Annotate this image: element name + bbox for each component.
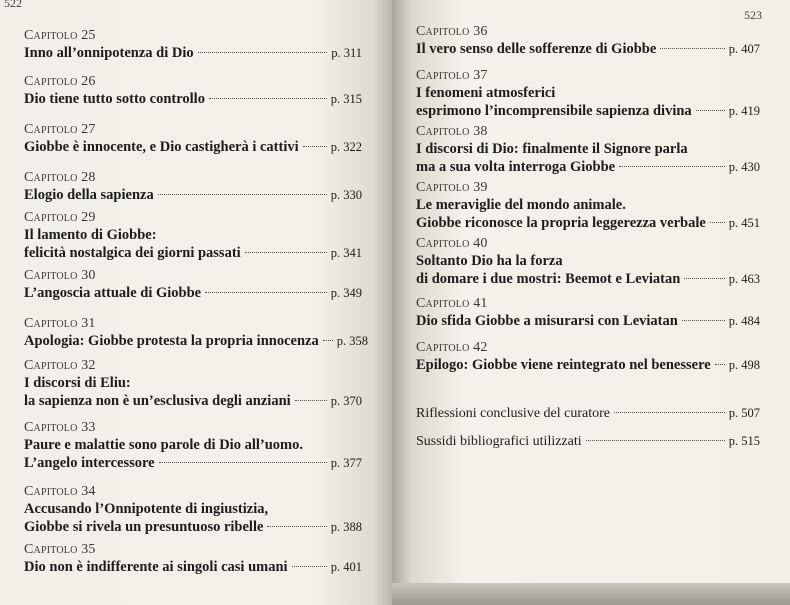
chapter-label: Capitolo 35 (24, 542, 96, 557)
chapter-title: I discorsi di Dio: finalmente il Signore parla (416, 141, 688, 157)
toc-entry (416, 124, 760, 176)
chapter-title-row (416, 158, 760, 176)
dot-leader (198, 52, 328, 53)
toc-entry (24, 170, 362, 204)
toc-entry (416, 180, 760, 232)
chapter-title-row (24, 284, 362, 302)
chapter-label: Capitolo 38 (416, 124, 488, 139)
chapter-label: Capitolo 42 (416, 340, 488, 355)
chapter-label: Capitolo 36 (416, 24, 488, 39)
page-reference: p. 341 (330, 246, 362, 260)
chapter-title: Paure e malattie sono parole di Dio all’uomo. (24, 437, 303, 453)
chapter-title: I fenomeni atmosferici (416, 85, 556, 101)
chapter-title: Elogio della sapienza (24, 187, 154, 203)
dot-leader (682, 320, 725, 321)
chapter-title: ma a sua volta interroga Giobbe (416, 159, 616, 175)
toc-entry (24, 28, 362, 62)
dot-leader (696, 110, 725, 111)
chapter-title: Giobbe si rivela un presuntuoso ribelle (24, 519, 264, 535)
page-reference: p. 430 (728, 160, 760, 174)
page-reference: p. 419 (728, 104, 760, 118)
page-reference: p. 407 (728, 42, 760, 56)
closing-title: Sussidi bibliografici utilizzati (416, 434, 582, 449)
page-reference: p. 515 (728, 434, 760, 448)
chapter-title: L’angoscia attuale di Giobbe (24, 285, 202, 301)
chapter-label: Capitolo 37 (416, 68, 488, 83)
chapter-title: I discorsi di Eliu: (24, 375, 131, 391)
chapter-title: Dio sfida Giobbe a misurarsi con Leviatan (416, 313, 678, 329)
page-reference: p. 507 (728, 406, 760, 420)
right-page (392, 0, 790, 605)
page-reference: p. 330 (330, 188, 362, 202)
page-reference: p. 358 (336, 334, 368, 348)
chapter-title-row (416, 40, 760, 58)
page-reference: p. 311 (331, 46, 362, 60)
toc-entry (24, 210, 362, 262)
chapter-title: Dio non è indifferente ai singoli casi umani (24, 559, 288, 575)
chapter-title: di domare i due mostri: Beemot e Leviatan (416, 271, 681, 287)
chapter-title-row (24, 518, 362, 536)
chapter-title-row (24, 44, 362, 62)
book-edge (392, 583, 790, 605)
toc-right (416, 0, 760, 605)
toc-entry (24, 484, 362, 536)
toc-entry (416, 236, 760, 288)
dot-leader (323, 340, 333, 341)
dot-leader (159, 462, 327, 463)
chapter-title: Giobbe è innocente, e Dio castigherà i cattivi (24, 139, 299, 155)
chapter-title-row (24, 454, 362, 472)
left-page (0, 0, 392, 605)
page-reference: p. 463 (728, 272, 760, 286)
dot-leader (292, 566, 327, 567)
dot-leader (684, 278, 724, 279)
toc-entry (24, 542, 362, 576)
chapter-title: Le meraviglie del mondo animale. (416, 197, 626, 213)
chapter-title-row (24, 138, 362, 156)
chapter-title: Dio tiene tutto sotto controllo (24, 91, 205, 107)
closing-title: Riflessioni conclusive del curatore (416, 406, 610, 421)
dot-leader (614, 412, 725, 413)
chapter-title: Il vero senso delle sofferenze di Giobbe (416, 41, 657, 57)
chapter-title: L’angelo intercessore (24, 455, 155, 471)
chapter-title-row (416, 102, 760, 120)
chapter-label: Capitolo 27 (24, 122, 96, 137)
toc-entry (416, 340, 760, 374)
chapter-title: Giobbe riconosce la propria leggerezza verbale (416, 215, 706, 231)
toc-entry (24, 420, 362, 472)
chapter-label: Capitolo 29 (24, 210, 96, 225)
dot-leader (619, 166, 725, 167)
page-reference: p. 377 (330, 456, 362, 470)
chapter-label: Capitolo 41 (416, 296, 488, 311)
chapter-label: Capitolo 40 (416, 236, 488, 251)
dot-leader (586, 440, 725, 441)
chapter-label: Capitolo 31 (24, 316, 96, 331)
toc-entry (416, 24, 760, 58)
page-reference: p. 401 (330, 560, 362, 574)
closing-entry (416, 404, 760, 423)
chapter-title-row (416, 312, 760, 330)
page-number-right: 523 (744, 8, 762, 22)
chapter-title-row (24, 392, 362, 410)
page-reference: p. 484 (728, 314, 760, 328)
toc-entry (24, 74, 362, 108)
chapter-title-row (24, 244, 362, 262)
chapter-title: esprimono l’incomprensibile sapienza divina (416, 103, 692, 119)
chapter-title-row (24, 332, 368, 350)
chapter-label: Capitolo 26 (24, 74, 96, 89)
chapter-title: la sapienza non è un’esclusiva degli anziani (24, 393, 291, 409)
chapter-label: Capitolo 32 (24, 358, 96, 373)
chapter-label: Capitolo 30 (24, 268, 96, 283)
chapter-title-row (24, 186, 362, 204)
toc-entry (24, 358, 362, 410)
chapter-label: Capitolo 34 (24, 484, 96, 499)
dot-leader (205, 292, 327, 293)
toc-entry (24, 122, 362, 156)
chapter-label: Capitolo 25 (24, 28, 96, 43)
page-reference: p. 315 (330, 92, 362, 106)
chapter-label: Capitolo 39 (416, 180, 488, 195)
chapter-label: Capitolo 33 (24, 420, 96, 435)
chapter-title: Soltanto Dio ha la forza (416, 253, 563, 269)
dot-leader (209, 98, 327, 99)
dot-leader (245, 252, 327, 253)
chapter-title: Il lamento di Giobbe: (24, 227, 157, 243)
dot-leader (158, 194, 327, 195)
chapter-title: Inno all’onnipotenza di Dio (24, 45, 194, 61)
chapter-title: Apologia: Giobbe protesta la propria innocenza (24, 333, 319, 349)
page-number-left: 522 (4, 0, 22, 10)
chapter-title-row (416, 270, 760, 288)
chapter-title-row (24, 90, 362, 108)
chapter-title: Epilogo: Giobbe viene reintegrato nel benessere (416, 357, 711, 373)
chapter-title-row (416, 356, 760, 374)
dot-leader (715, 364, 725, 365)
toc-entry (24, 268, 362, 302)
chapter-title: Accusando l’Onnipotente di ingiustizia, (24, 501, 269, 517)
chapter-title-row (24, 558, 362, 576)
chapter-title: felicità nostalgica dei giorni passati (24, 245, 241, 261)
page-reference: p. 388 (330, 520, 362, 534)
dot-leader (267, 526, 326, 527)
dot-leader (295, 400, 327, 401)
toc-left (24, 0, 368, 605)
dot-leader (303, 146, 327, 147)
page-reference: p. 370 (330, 394, 362, 408)
closing-entry (416, 432, 760, 451)
toc-entry (416, 296, 760, 330)
dot-leader (710, 222, 725, 223)
dot-leader (660, 48, 724, 49)
toc-entry (416, 68, 760, 120)
page-reference: p. 322 (330, 140, 362, 154)
toc-entry (24, 316, 368, 350)
page-reference: p. 451 (728, 216, 760, 230)
chapter-title-row (416, 214, 760, 232)
chapter-label: Capitolo 28 (24, 170, 96, 185)
page-reference: p. 498 (728, 358, 760, 372)
page-reference: p. 349 (330, 286, 362, 300)
